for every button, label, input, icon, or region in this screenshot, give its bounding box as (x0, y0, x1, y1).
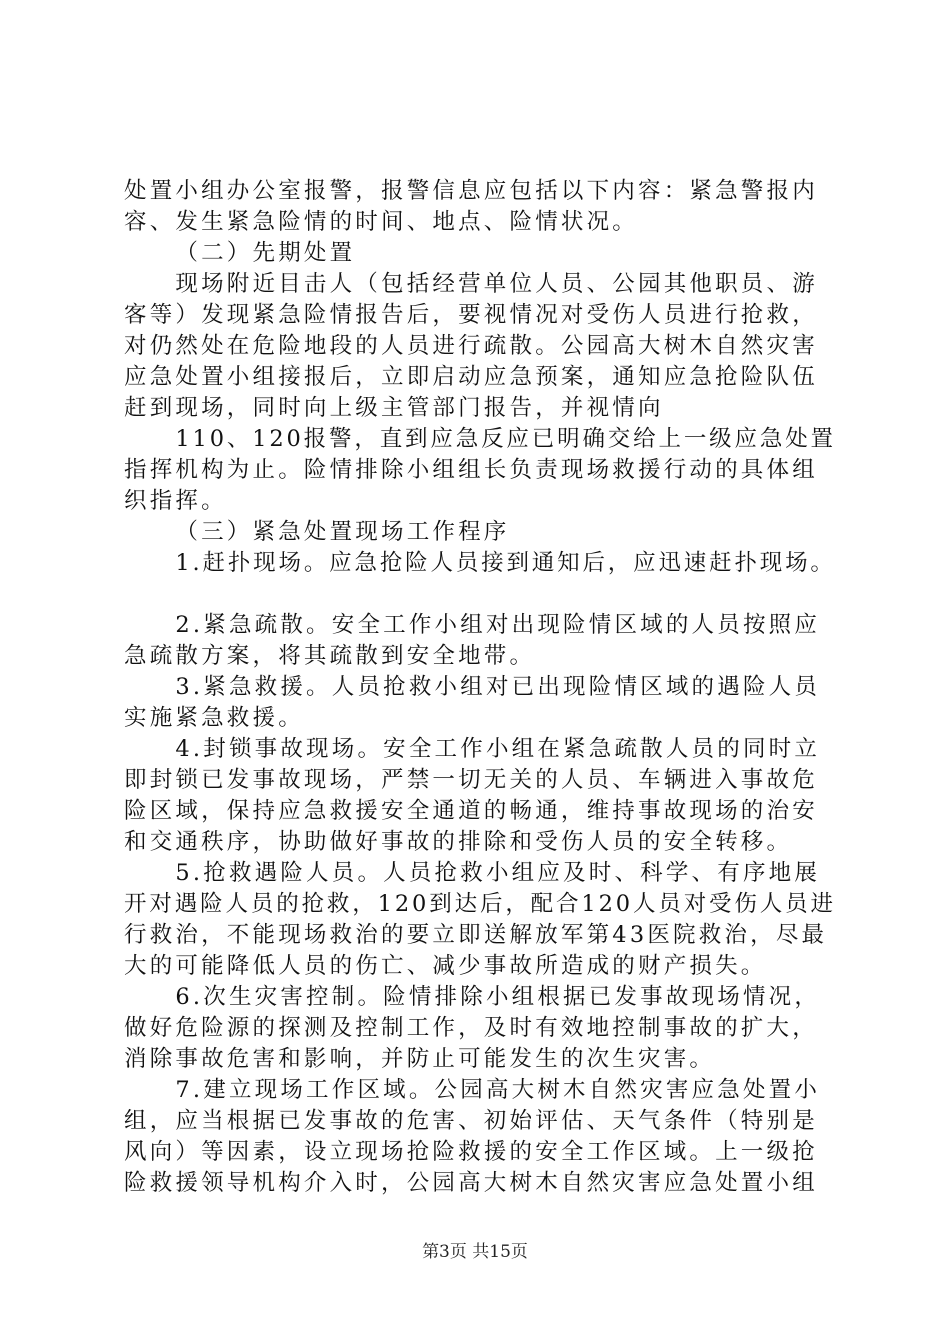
text-line: 6.次生灾害控制。险情排除小组根据已发事故现场情况， (175, 984, 821, 1010)
text-line: （三）紧急处置现场工作程序 (175, 519, 510, 545)
text-line: 处置小组办公室报警，报警信息应包括以下内容：紧急警报内 (124, 178, 818, 204)
text-line: 对仍然处在危险地段的人员进行疏散。公园高大树木自然灾害 (124, 333, 818, 359)
text-line: 指挥机构为止。险情排除小组组长负责现场救援行动的具体组 (124, 457, 818, 483)
text-line: 4.封锁事故现场。安全工作小组在紧急疏散人员的同时立 (175, 736, 821, 762)
text-line: 1.赶扑现场。应急抢险人员接到通知后，应迅速赶扑现场。 (175, 550, 836, 576)
text-line: 消除事故危害和影响，并防止可能发生的次生灾害。 (124, 1046, 716, 1072)
text-line: 行救治，不能现场救治的要立即送解放军第43医院救治，尽最 (124, 922, 828, 948)
page-number-footer: 第3页 共15页 (422, 1242, 528, 1262)
text-line: 3.紧急救援。人员抢救小组对已出现险情区域的遇险人员 (175, 674, 821, 700)
text-line: 急疏散方案，将其疏散到安全地带。 (124, 643, 536, 669)
text-line: 5.抢救遇险人员。人员抢救小组应及时、科学、有序地展 (175, 860, 821, 886)
text-line: 险区域，保持应急救援安全通道的畅通，维持事故现场的治安 (124, 798, 818, 824)
text-line: 110、120报警，直到应急反应已明确交给上一级应急处置 (175, 426, 836, 452)
text-line: 2.紧急疏散。安全工作小组对出现险情区域的人员按照应 (175, 612, 821, 638)
blank-line (124, 579, 836, 610)
text-line: 现场附近目击人（包括经营单位人员、公园其他职员、游 (175, 271, 818, 297)
text-line: 大的可能降低人员的伤亡、减少事故所造成的财产损失。 (124, 953, 767, 979)
text-line: 做好危险源的探测及控制工作，及时有效地控制事故的扩大， (124, 1015, 818, 1041)
text-line: 险救援领导机构介入时，公园高大树木自然灾害应急处置小组 (124, 1170, 818, 1196)
text-line: 客等）发现紧急险情报告后，要视情况对受伤人员进行抢救， (124, 302, 818, 328)
document-body (124, 176, 836, 1199)
text-line: 7.建立现场工作区域。公园高大树木自然灾害应急处置小 (175, 1077, 821, 1103)
text-line: 容、发生紧急险情的时间、地点、险情状况。 (124, 209, 639, 235)
text-line: 即封锁已发事故现场，严禁一切无关的人员、车辆进入事故危 (124, 767, 818, 793)
text-line: 织指挥。 (124, 488, 227, 514)
text-line: 应急处置小组接报后，立即启动应急预案，通知应急抢险队伍 (124, 364, 818, 390)
text-line: 实施紧急救援。 (124, 705, 304, 731)
text-line: （二）先期处置 (175, 240, 356, 266)
text-line: 风向）等因素，设立现场抢险救援的安全工作区域。上一级抢 (124, 1139, 818, 1165)
text-line: 组，应当根据已发事故的危害、初始评估、天气条件（特别是 (124, 1108, 818, 1134)
text-line: 赶到现场，同时向上级主管部门报告，并视情向 (124, 395, 664, 421)
text-line: 开对遇险人员的抢救，120到达后，配合120人员对受伤人员进 (124, 891, 836, 917)
text-line: 和交通秩序，协助做好事故的排除和受伤人员的安全转移。 (124, 829, 793, 855)
